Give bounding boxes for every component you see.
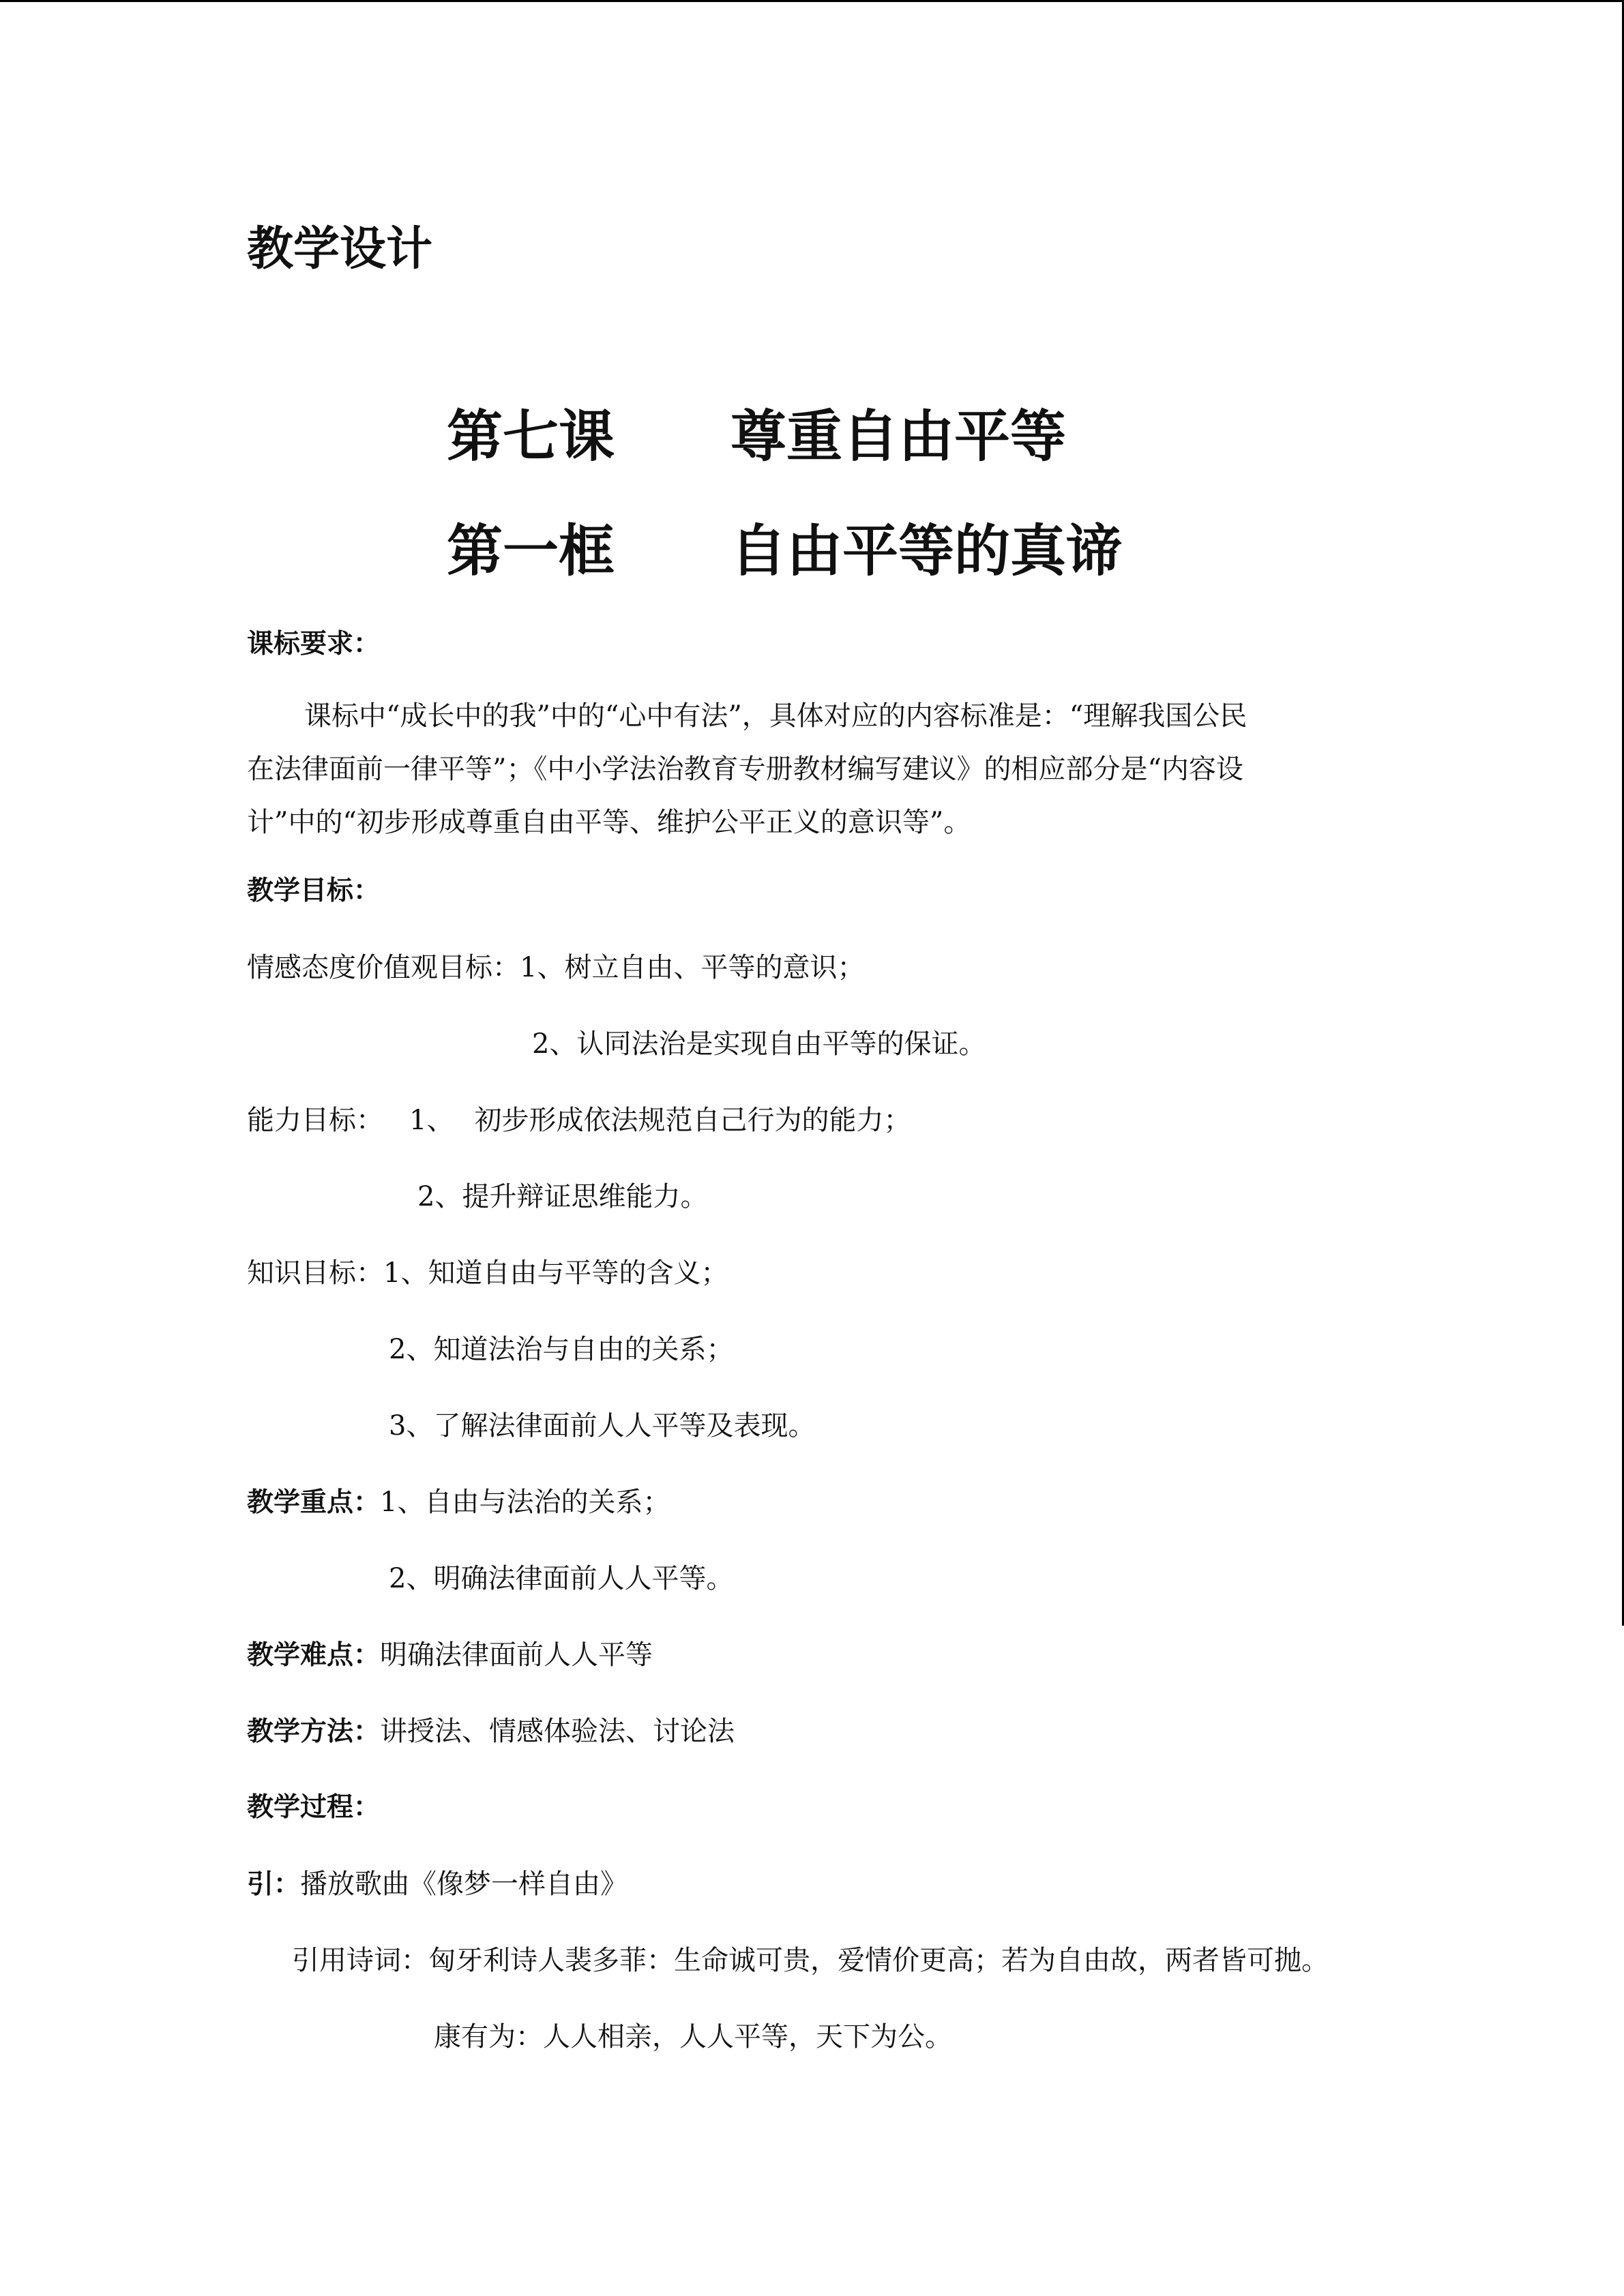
lesson-number: 第七课 [447,404,615,469]
lesson-title: 尊重自由平等 [730,404,1067,469]
key-point-item: 1、自由与法治的关系； [380,1487,670,1518]
emotion-goal-item: 2、认同法治是实现自由平等的保证。 [532,1028,986,1060]
ability-goal-item: 初步形成依法规范自己行为的能力； [474,1105,911,1136]
key-points-label: 教学重点： [247,1487,381,1518]
quote-text: 匈牙利诗人裴多菲：生命诚可贵，爱情价更高；若为自由故，两者皆可抛。 [428,1945,1329,1976]
emotion-goal-item: 1、树立自由、平等的意识； [520,952,865,983]
methods-label: 教学方法： [247,1716,381,1747]
quote-label: 引用诗词： [292,1945,428,1976]
curriculum-paragraph [247,689,1372,849]
section-heading [447,507,1122,586]
process-label: 教学过程： [247,1792,381,1823]
key-points-row [247,1480,670,1519]
difficulty-row [247,1633,653,1672]
intro-label: 引： [247,1869,301,1900]
quote-text: 康有为：人人相亲，人人平等，天下为公。 [434,2021,952,2053]
knowledge-goal-item: 2、知道法治与自由的关系； [389,1334,734,1365]
emotion-goals-row [247,946,864,985]
methods-text: 讲授法、情感体验法、讨论法 [380,1716,735,1747]
methods-row [247,1710,735,1748]
quote-row [292,1939,1329,1978]
ability-goals-label: 能力目标： [247,1105,383,1136]
curriculum-label: 课标要求： [247,629,381,659]
knowledge-goals-row [247,1251,728,1290]
intro-row [247,1862,628,1901]
key-point-item: 2、明确法律面前人人平等。 [389,1563,734,1594]
section-title: 自由平等的真谛 [730,519,1123,584]
knowledge-goal-item: 3、了解法律面前人人平等及表现。 [389,1410,816,1442]
section-number: 第一框 [447,519,615,584]
ability-goals-row [247,1099,911,1137]
goals-label: 教学目标： [247,876,381,906]
ability-goal-item: 2、提升辩证思维能力。 [417,1181,708,1212]
curriculum-line: 计”中的“初步形成尊重自由平等、维护公平正义的意识等”。 [247,807,971,838]
intro-text: 播放歌曲《像梦一样自由》 [300,1868,628,1900]
curriculum-line: 课标中“成长中的我”中的“心中有法”，具体对应的内容标准是：“理解我国公民 [304,700,1247,732]
knowledge-goals-label: 知识目标： [247,1257,383,1289]
document-title: 教学设计 [247,222,433,276]
difficulty-label: 教学难点： [247,1640,381,1671]
curriculum-line: 在法律面前一律平等”；《中小学法治教育专册教材编写建议》的相应部分是“内容设 [247,754,1243,785]
emotion-goals-label: 情感态度价值观目标： [247,952,520,983]
knowledge-goal-item: 1、知道自由与平等的含义； [383,1257,728,1289]
lesson-heading [447,392,1066,472]
ability-goal-number: 1、 [409,1105,454,1136]
difficulty-text: 明确法律面前人人平等 [380,1639,653,1671]
